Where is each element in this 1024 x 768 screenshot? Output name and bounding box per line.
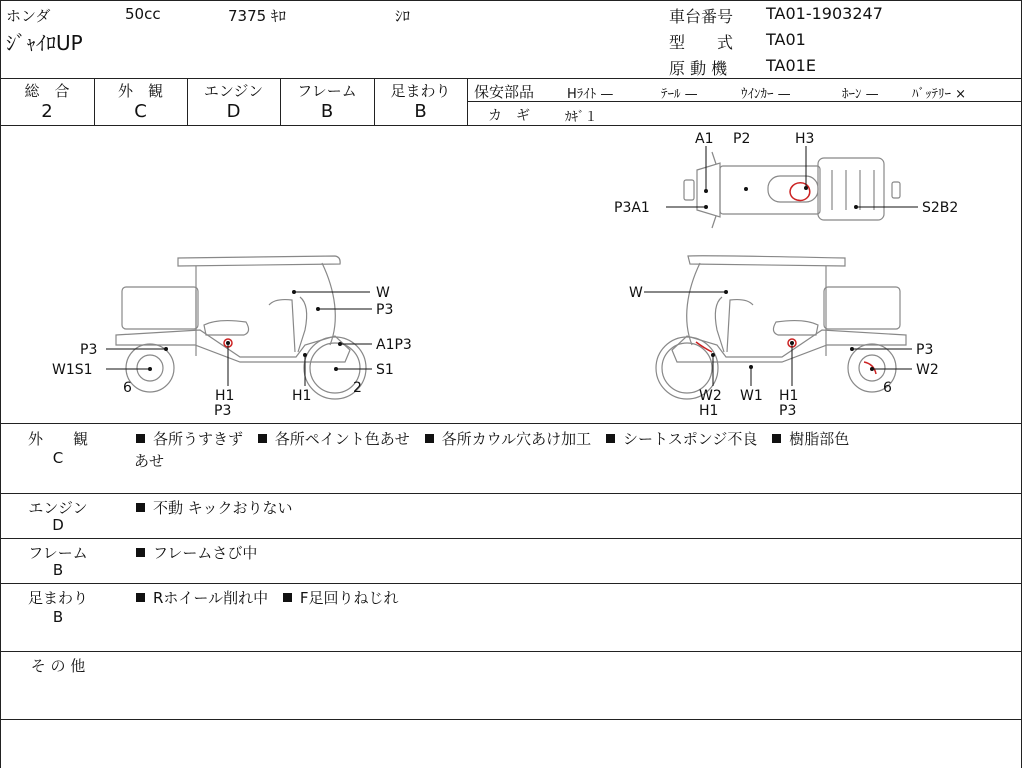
- suspension-grade-label: 足まわり: [390, 82, 451, 100]
- safety-winker: ｳｲﾝｶｰ —: [741, 87, 791, 102]
- remark-frame-label: フレーム: [28, 544, 88, 562]
- remark-suspension-label: 足まわり: [27, 589, 88, 607]
- divider-diagram: [0, 423, 1022, 424]
- bullet-square-icon: [425, 434, 434, 443]
- right-w2-front-label: W2: [916, 362, 939, 378]
- left-h1b-label: H1: [292, 388, 312, 404]
- top-a1-label: A1: [695, 131, 714, 147]
- right-view-drawing: [656, 256, 906, 399]
- remark-engine-grade: D: [52, 516, 64, 534]
- remark-suspension-items: [136, 587, 399, 608]
- left-2-label: 2: [353, 380, 362, 396]
- remark-exterior: [0, 426, 1022, 492]
- divider-remark-3: [0, 583, 1022, 584]
- frame-grade: B: [320, 101, 334, 122]
- exterior-grade: C: [134, 101, 147, 122]
- safety-taillight: ﾃｰﾙ —: [661, 87, 698, 102]
- remark-exterior-grade: C: [52, 449, 64, 467]
- remark-exterior-item-2: 各所ペイント色あせ: [274, 430, 410, 448]
- divider-remark-5: [0, 719, 1022, 720]
- right-h1-label: H1: [699, 403, 719, 419]
- remark-suspension-grade: B: [52, 608, 64, 626]
- damage-diagram: [0, 126, 1022, 422]
- remark-exterior-item-4: シートスポンジ不良: [622, 430, 758, 448]
- right-h1b-label: H1: [779, 388, 799, 404]
- bullet-square-icon: [136, 548, 145, 557]
- key-value: ｶｷﾞ１: [565, 110, 598, 125]
- bullet-square-icon: [606, 434, 615, 443]
- divider-header: [0, 78, 1022, 79]
- remark-frame-grade: B: [52, 561, 64, 579]
- left-6-label: 6: [123, 380, 132, 396]
- remark-other-label: そ の 他: [30, 657, 86, 675]
- right-w-label: W: [629, 285, 643, 301]
- remark-exterior-label: 外 観: [27, 430, 88, 448]
- type-label: 型 式: [669, 33, 734, 52]
- left-view-drawing: [116, 256, 366, 399]
- frame-no: TA01-1903247: [766, 4, 883, 23]
- overall-grade: 2: [41, 101, 53, 122]
- bullet-square-icon: [136, 503, 145, 512]
- divider-remark-1: [0, 493, 1022, 494]
- bullet-square-icon: [136, 434, 145, 443]
- safety-horn: ﾎｰﾝ —: [842, 87, 879, 102]
- right-w2-label: W2: [699, 388, 722, 404]
- divider-col-5: [467, 78, 468, 125]
- engine-value: TA01E: [766, 56, 816, 75]
- remark-engine-item-1: 不動 キックおりない: [153, 499, 293, 517]
- left-s1-label: S1: [376, 362, 394, 378]
- suspension-grade: B: [414, 101, 427, 122]
- remark-suspension-item-1: Rホイール削れ中: [153, 589, 269, 607]
- model-name: ｼﾞｬｲﾛUP: [6, 31, 83, 55]
- key-label: カ ギ: [488, 108, 530, 124]
- top-h3-label: H3: [795, 131, 815, 147]
- remark-frame: [0, 541, 1022, 582]
- engine-label: 原 動 機: [669, 59, 728, 78]
- left-w-label: W: [376, 285, 390, 301]
- remark-exterior-items: [136, 428, 849, 449]
- bullet-square-icon: [258, 434, 267, 443]
- remark-exterior-continuation: あせ: [134, 452, 165, 470]
- overall-label: 総 合: [24, 82, 70, 100]
- divider-remark-4: [0, 651, 1022, 652]
- safety-headlight: Hﾗｲﾄ —: [567, 87, 614, 102]
- right-p3-front-label: P3: [916, 342, 934, 358]
- engine-grade-label: エンジン: [203, 82, 264, 100]
- mileage: 7375 ｷﾛ: [228, 7, 286, 25]
- left-p3-label: P3: [214, 403, 232, 419]
- exterior-label: 外 観: [117, 82, 163, 100]
- right-6-label: 6: [883, 380, 892, 396]
- remark-engine: [0, 496, 1022, 537]
- divider-remark-2: [0, 538, 1022, 539]
- left-h1-label: H1: [215, 388, 235, 404]
- remark-engine-label: エンジン: [28, 499, 88, 517]
- right-p3-label: P3: [779, 403, 797, 419]
- left-a1p3-label: A1P3: [376, 337, 412, 353]
- top-s2b2-label: S2B2: [922, 200, 959, 216]
- right-w1-label: W1: [740, 388, 763, 404]
- remark-suspension-item-2: F足回りねじれ: [299, 589, 399, 607]
- color: ｼﾛ: [395, 7, 411, 25]
- safety-battery: ﾊﾞｯﾃﾘｰ ×: [912, 87, 967, 102]
- frame-no-label: 車台番号: [669, 7, 734, 26]
- maker: ホンダ: [6, 7, 51, 25]
- remark-frame-items: [136, 542, 257, 563]
- left-w1s1-label: W1S1: [52, 362, 93, 378]
- remark-other: [0, 654, 1022, 718]
- remark-exterior-item-3: 各所カウル穴あけ加工: [441, 430, 592, 448]
- top-p3a1-label: P3A1: [614, 200, 650, 216]
- bullet-square-icon: [136, 593, 145, 602]
- remark-suspension: [0, 586, 1022, 650]
- bullet-square-icon: [283, 593, 292, 602]
- bullet-square-icon: [772, 434, 781, 443]
- safety-label: 保安部品: [474, 83, 535, 101]
- border-top: [0, 0, 1022, 1]
- engine-grade: D: [226, 101, 241, 122]
- remark-engine-items: [136, 497, 292, 518]
- top-p2-label: P2: [733, 131, 751, 147]
- left-p3-rear-label: P3: [80, 342, 98, 358]
- displacement: 50cc: [125, 5, 161, 23]
- frame-grade-label: フレーム: [297, 82, 357, 100]
- top-view-drawing: [684, 152, 900, 228]
- type-value: TA01: [766, 30, 806, 49]
- left-p3-upper-label: P3: [376, 302, 394, 318]
- remark-exterior-item-1: 各所うすきず: [153, 430, 244, 448]
- remark-exterior-item-5: 樹脂部色: [789, 430, 850, 448]
- remark-frame-item-1: フレームさび中: [153, 544, 258, 562]
